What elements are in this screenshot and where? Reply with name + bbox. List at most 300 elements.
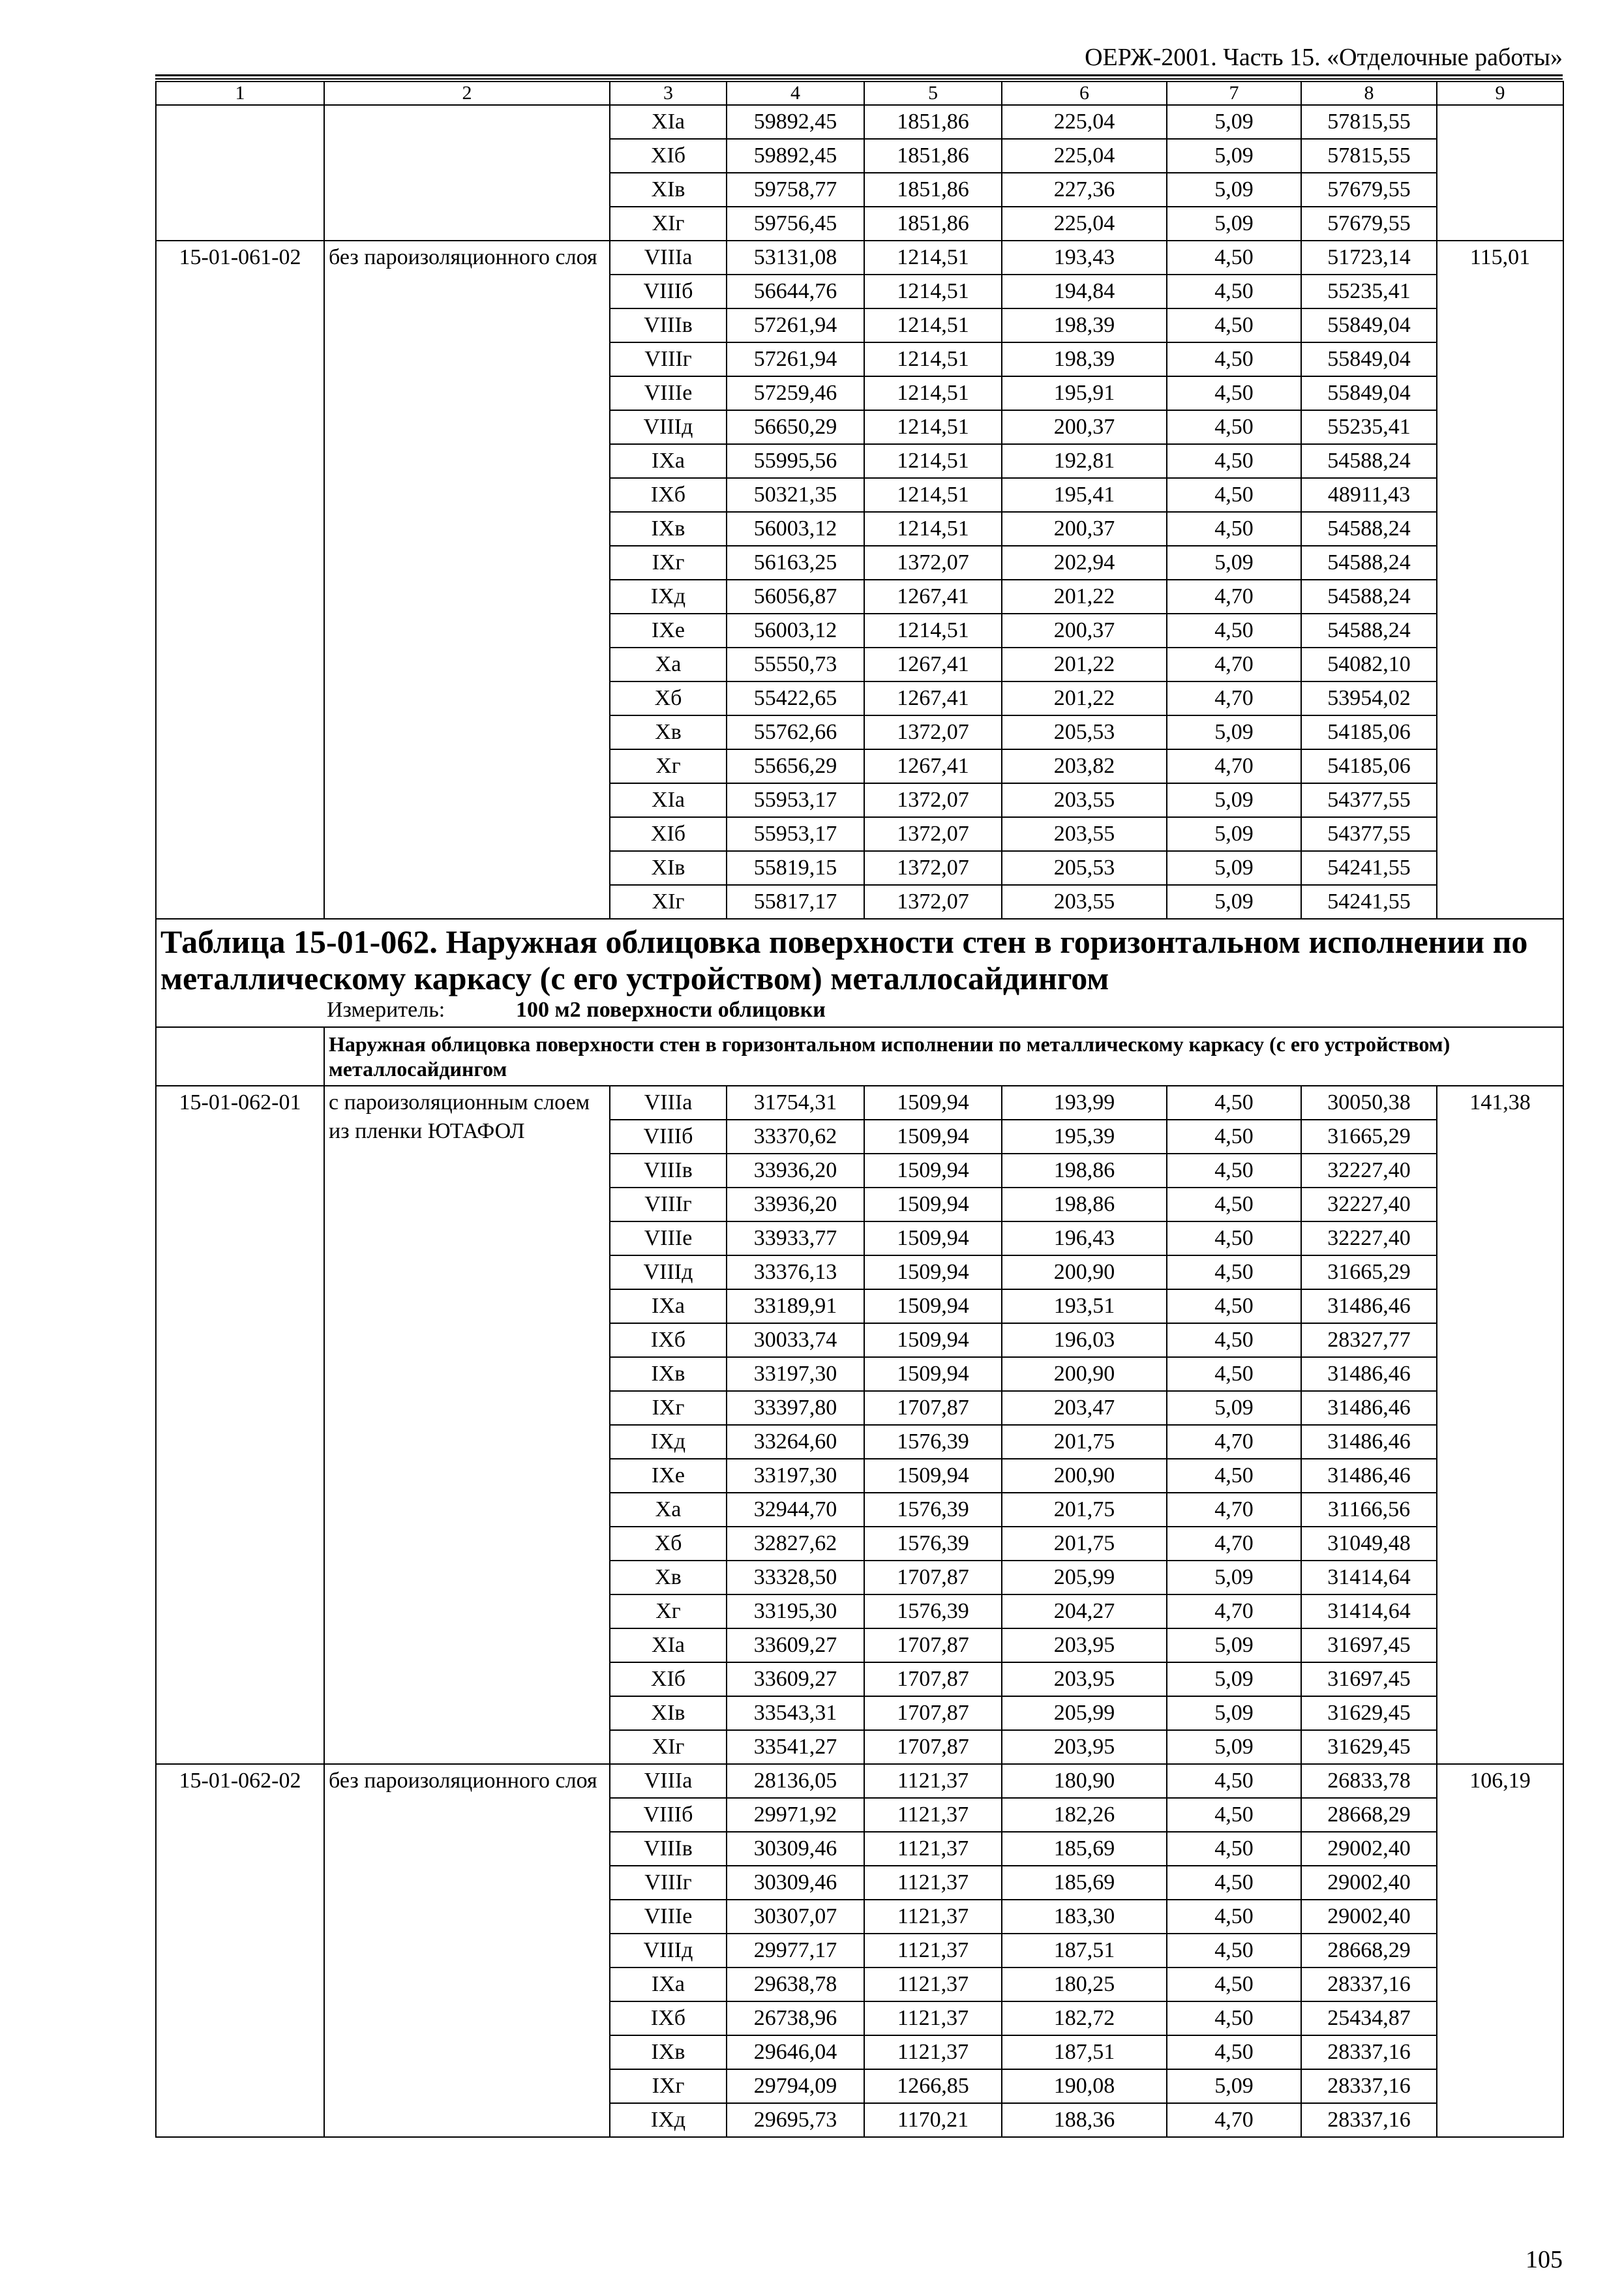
total-cost: 56056,87 [727, 580, 864, 614]
total-cost: 50321,35 [727, 478, 864, 512]
machine-cost: 205,99 [1002, 1696, 1167, 1730]
labor-cost: 1707,87 [864, 1696, 1002, 1730]
machine-cost: 201,75 [1002, 1527, 1167, 1561]
material-cost: 29002,40 [1301, 1900, 1437, 1934]
zone-code: IXе [610, 614, 727, 648]
rates-table [155, 81, 1564, 2138]
driver-cost: 4,70 [1167, 1594, 1301, 1628]
total-cost: 33376,13 [727, 1255, 864, 1289]
labor-cost: 1372,07 [864, 885, 1002, 919]
material-cost: 31665,29 [1301, 1255, 1437, 1289]
total-cost: 59756,45 [727, 207, 864, 241]
rate-code [156, 105, 324, 241]
driver-cost: 5,09 [1167, 173, 1301, 207]
labor-cost: 1121,37 [864, 2035, 1002, 2069]
labor-cost: 1267,41 [864, 681, 1002, 715]
labor-cost: 1214,51 [864, 241, 1002, 275]
machine-cost: 200,90 [1002, 1357, 1167, 1391]
total-cost: 33328,50 [727, 1561, 864, 1594]
rate-description: без пароизоляционного слоя [324, 241, 610, 919]
labor-cost: 1851,86 [864, 207, 1002, 241]
labor-cost: 1707,87 [864, 1561, 1002, 1594]
table-title-cell [156, 919, 1563, 1027]
measure-unit-line [160, 996, 1559, 1026]
material-cost: 48911,43 [1301, 478, 1437, 512]
labor-cost: 1214,51 [864, 478, 1002, 512]
driver-cost: 5,09 [1167, 817, 1301, 851]
zone-code: IXб [610, 2001, 727, 2035]
zone-code: XIв [610, 173, 727, 207]
machine-cost: 200,90 [1002, 1459, 1167, 1493]
zone-code: VIIIа [610, 241, 727, 275]
zone-code: IXб [610, 1323, 727, 1357]
total-cost: 59758,77 [727, 173, 864, 207]
labor-cost: 1509,94 [864, 1255, 1002, 1289]
zone-code: VIIIб [610, 1120, 727, 1154]
labor-cost: 1576,39 [864, 1493, 1002, 1527]
driver-cost: 4,70 [1167, 1425, 1301, 1459]
material-cost: 53954,02 [1301, 681, 1437, 715]
material-cost: 54241,55 [1301, 851, 1437, 885]
rate-description: без пароизоляционного слоя [324, 1764, 610, 2137]
material-cost: 29002,40 [1301, 1866, 1437, 1900]
driver-cost: 4,70 [1167, 749, 1301, 783]
machine-cost: 193,43 [1002, 241, 1167, 275]
material-cost: 28337,16 [1301, 1967, 1437, 2001]
column-number: 2 [324, 82, 610, 105]
total-cost: 31754,31 [727, 1086, 864, 1120]
labor-cost: 1372,07 [864, 546, 1002, 580]
total-cost: 30309,46 [727, 1866, 864, 1900]
rate-code: 15-01-062-01 [156, 1086, 324, 1764]
driver-cost: 5,09 [1167, 546, 1301, 580]
zone-code: XIб [610, 139, 727, 173]
labor-cost: 1372,07 [864, 783, 1002, 817]
material-cost: 54185,06 [1301, 749, 1437, 783]
machine-cost: 200,37 [1002, 512, 1167, 546]
machine-cost: 194,84 [1002, 275, 1167, 308]
labor-cost: 1214,51 [864, 444, 1002, 478]
driver-cost: 5,09 [1167, 885, 1301, 919]
table-row [156, 1086, 1563, 1120]
zone-code: VIIIг [610, 342, 727, 376]
driver-cost: 5,09 [1167, 1391, 1301, 1425]
measure-unit-value: 100 м2 поверхности облицовки [516, 998, 826, 1022]
machine-cost: 196,03 [1002, 1323, 1167, 1357]
machine-cost: 198,39 [1002, 342, 1167, 376]
material-cost: 31486,46 [1301, 1391, 1437, 1425]
zone-code: VIIIе [610, 1900, 727, 1934]
driver-cost: 4,70 [1167, 1493, 1301, 1527]
measure-unit-label: Измеритель: [327, 998, 445, 1022]
machine-cost: 195,91 [1002, 376, 1167, 410]
zone-code: Xа [610, 648, 727, 681]
driver-cost: 4,50 [1167, 1357, 1301, 1391]
labor-cost: 1576,39 [864, 1425, 1002, 1459]
rates-table-body [156, 82, 1563, 2137]
material-cost: 31665,29 [1301, 1120, 1437, 1154]
total-cost: 33195,30 [727, 1594, 864, 1628]
zone-code: IXа [610, 1289, 727, 1323]
labor-cost: 1576,39 [864, 1594, 1002, 1628]
machine-cost: 203,55 [1002, 817, 1167, 851]
zone-code: Xг [610, 1594, 727, 1628]
machine-cost: 225,04 [1002, 105, 1167, 139]
material-cost: 31486,46 [1301, 1357, 1437, 1391]
machine-cost: 203,95 [1002, 1662, 1167, 1696]
labor-cost: 1509,94 [864, 1289, 1002, 1323]
driver-cost: 4,50 [1167, 1188, 1301, 1221]
machine-cost: 203,47 [1002, 1391, 1167, 1425]
zone-code: Xа [610, 1493, 727, 1527]
total-cost: 30307,07 [727, 1900, 864, 1934]
driver-cost: 4,50 [1167, 2001, 1301, 2035]
zone-code: VIIIг [610, 1866, 727, 1900]
material-cost: 54082,10 [1301, 648, 1437, 681]
total-cost: 33189,91 [727, 1289, 864, 1323]
total-cost: 53131,08 [727, 241, 864, 275]
table-row [156, 241, 1563, 275]
driver-cost: 4,50 [1167, 1967, 1301, 2001]
machine-cost: 188,36 [1002, 2103, 1167, 2137]
zone-code: XIа [610, 1628, 727, 1662]
zone-code: VIIIе [610, 376, 727, 410]
machine-cost: 204,27 [1002, 1594, 1167, 1628]
zone-code: IXб [610, 478, 727, 512]
labor-cost: 1372,07 [864, 715, 1002, 749]
driver-cost: 5,09 [1167, 207, 1301, 241]
material-cost: 31414,64 [1301, 1594, 1437, 1628]
driver-cost: 4,50 [1167, 1221, 1301, 1255]
driver-cost: 5,09 [1167, 851, 1301, 885]
material-cost: 31166,56 [1301, 1493, 1437, 1527]
material-cost: 54241,55 [1301, 885, 1437, 919]
driver-cost: 4,50 [1167, 1120, 1301, 1154]
driver-cost: 4,70 [1167, 648, 1301, 681]
total-cost: 30309,46 [727, 1832, 864, 1866]
total-cost: 29977,17 [727, 1934, 864, 1967]
driver-cost: 4,50 [1167, 512, 1301, 546]
total-cost: 33933,77 [727, 1221, 864, 1255]
total-cost: 26738,96 [727, 2001, 864, 2035]
total-cost: 57261,94 [727, 308, 864, 342]
header-rule [155, 74, 1563, 76]
subtitle-spacer [156, 1027, 324, 1086]
driver-cost: 4,50 [1167, 308, 1301, 342]
zone-code: VIIIд [610, 1255, 727, 1289]
column-number: 8 [1301, 82, 1437, 105]
driver-cost: 4,50 [1167, 1934, 1301, 1967]
machine-cost: 180,90 [1002, 1764, 1167, 1798]
labor-cost: 1509,94 [864, 1323, 1002, 1357]
zone-code: IXг [610, 2069, 727, 2103]
labor-cost: 1707,87 [864, 1662, 1002, 1696]
material-cost: 57815,55 [1301, 105, 1437, 139]
machine-cost: 193,99 [1002, 1086, 1167, 1120]
total-cost: 55656,29 [727, 749, 864, 783]
table-subtitle: Наружная облицовка поверхности стен в горизонтальном исполнении по металлическому каркасу (с его устройством) металлосайдингом [324, 1027, 1563, 1086]
total-cost: 55953,17 [727, 783, 864, 817]
machine-cost: 205,53 [1002, 715, 1167, 749]
machine-cost: 201,75 [1002, 1425, 1167, 1459]
zone-code: Xв [610, 1561, 727, 1594]
driver-cost: 4,50 [1167, 410, 1301, 444]
total-cost: 57261,94 [727, 342, 864, 376]
labor-cost: 1509,94 [864, 1357, 1002, 1391]
labor-cost: 1121,37 [864, 1967, 1002, 2001]
machine-cost: 201,22 [1002, 580, 1167, 614]
material-cost: 32227,40 [1301, 1221, 1437, 1255]
zone-code: XIв [610, 1696, 727, 1730]
material-cost: 28668,29 [1301, 1934, 1437, 1967]
total-cost: 30033,74 [727, 1323, 864, 1357]
total-cost: 57259,46 [727, 376, 864, 410]
total-cost: 55819,15 [727, 851, 864, 885]
machine-cost: 190,08 [1002, 2069, 1167, 2103]
machine-cost: 203,55 [1002, 885, 1167, 919]
zone-code: XIг [610, 207, 727, 241]
material-cost: 31697,45 [1301, 1628, 1437, 1662]
material-cost: 54588,24 [1301, 546, 1437, 580]
material-cost: 55849,04 [1301, 342, 1437, 376]
material-cost: 54377,55 [1301, 817, 1437, 851]
material-cost: 31486,46 [1301, 1289, 1437, 1323]
machine-cost: 195,41 [1002, 478, 1167, 512]
machine-cost: 201,22 [1002, 681, 1167, 715]
labor-cost: 1267,41 [864, 580, 1002, 614]
total-cost: 55995,56 [727, 444, 864, 478]
header-rule-double [155, 78, 1563, 80]
zone-code: XIг [610, 885, 727, 919]
labor-cost: 1509,94 [864, 1188, 1002, 1221]
driver-cost: 4,50 [1167, 2035, 1301, 2069]
machine-cost: 183,30 [1002, 1900, 1167, 1934]
labor-cost: 1372,07 [864, 851, 1002, 885]
machine-cost: 198,86 [1002, 1154, 1167, 1188]
total-cost: 33936,20 [727, 1188, 864, 1221]
material-cost: 54588,24 [1301, 614, 1437, 648]
material-cost: 51723,14 [1301, 241, 1437, 275]
total-cost: 33264,60 [727, 1425, 864, 1459]
driver-cost: 4,50 [1167, 614, 1301, 648]
total-cost: 33197,30 [727, 1357, 864, 1391]
total-cost: 29638,78 [727, 1967, 864, 2001]
labor-cost: 1214,51 [864, 376, 1002, 410]
total-cost: 29971,92 [727, 1798, 864, 1832]
total-cost: 56650,29 [727, 410, 864, 444]
material-cost: 55235,41 [1301, 275, 1437, 308]
labor-cost: 1267,41 [864, 749, 1002, 783]
material-cost: 54588,24 [1301, 444, 1437, 478]
driver-cost: 5,09 [1167, 783, 1301, 817]
zone-code: IXв [610, 512, 727, 546]
labor-cost: 1509,94 [864, 1459, 1002, 1493]
labor-cost: 1214,51 [864, 410, 1002, 444]
driver-cost: 4,50 [1167, 444, 1301, 478]
material-cost: 57679,55 [1301, 207, 1437, 241]
total-cost: 32827,62 [727, 1527, 864, 1561]
total-cost: 59892,45 [727, 139, 864, 173]
driver-cost: 4,50 [1167, 376, 1301, 410]
driver-cost: 5,09 [1167, 139, 1301, 173]
material-cost: 28668,29 [1301, 1798, 1437, 1832]
machine-cost: 225,04 [1002, 139, 1167, 173]
column-number: 3 [610, 82, 727, 105]
driver-cost: 5,09 [1167, 715, 1301, 749]
driver-cost: 5,09 [1167, 1662, 1301, 1696]
rate-description: с пароизоляционным слоем из пленки ЮТАФОЛ [324, 1086, 610, 1764]
zone-code: XIб [610, 817, 727, 851]
driver-cost: 4,50 [1167, 478, 1301, 512]
machine-cost: 198,86 [1002, 1188, 1167, 1221]
zone-code: IXд [610, 580, 727, 614]
machine-cost: 200,37 [1002, 410, 1167, 444]
labor-cost: 1121,37 [864, 1934, 1002, 1967]
page-number: 105 [1526, 2246, 1563, 2273]
total-cost: 56003,12 [727, 614, 864, 648]
labor-cost: 1707,87 [864, 1628, 1002, 1662]
machine-cost: 196,43 [1002, 1221, 1167, 1255]
zone-code: VIIIа [610, 1086, 727, 1120]
labor-cost: 1214,51 [864, 614, 1002, 648]
material-cost: 30050,38 [1301, 1086, 1437, 1120]
zone-code: VIIIб [610, 275, 727, 308]
machine-cost: 201,75 [1002, 1493, 1167, 1527]
driver-cost: 5,09 [1167, 1730, 1301, 1764]
labor-cost: 1851,86 [864, 139, 1002, 173]
material-cost: 28327,77 [1301, 1323, 1437, 1357]
driver-cost: 4,70 [1167, 580, 1301, 614]
labor-cost: 1121,37 [864, 1764, 1002, 1798]
zone-code: VIIIб [610, 1798, 727, 1832]
zone-code: IXд [610, 2103, 727, 2137]
total-cost: 29646,04 [727, 2035, 864, 2069]
labor-hours: 106,19 [1437, 1764, 1563, 2137]
machine-cost: 193,51 [1002, 1289, 1167, 1323]
column-number: 5 [864, 82, 1002, 105]
table-subtitle-row [156, 1027, 1563, 1086]
rate-code: 15-01-061-02 [156, 241, 324, 919]
driver-cost: 4,50 [1167, 1323, 1301, 1357]
total-cost: 56003,12 [727, 512, 864, 546]
table-title: Таблица 15-01-062. Наружная облицовка поверхности стен в горизонтальном исполнении по металлическому каркасу (с его устройством) металлосайдингом [160, 923, 1528, 996]
labor-cost: 1214,51 [864, 308, 1002, 342]
driver-cost: 4,50 [1167, 1289, 1301, 1323]
total-cost: 56644,76 [727, 275, 864, 308]
material-cost: 57815,55 [1301, 139, 1437, 173]
driver-cost: 4,50 [1167, 1832, 1301, 1866]
zone-code: IXа [610, 1967, 727, 2001]
machine-cost: 203,55 [1002, 783, 1167, 817]
labor-cost: 1509,94 [864, 1154, 1002, 1188]
labor-hours [1437, 105, 1563, 241]
labor-cost: 1509,94 [864, 1120, 1002, 1154]
driver-cost: 4,50 [1167, 1154, 1301, 1188]
material-cost: 31629,45 [1301, 1696, 1437, 1730]
material-cost: 55235,41 [1301, 410, 1437, 444]
driver-cost: 4,50 [1167, 342, 1301, 376]
total-cost: 59892,45 [727, 105, 864, 139]
total-cost: 29695,73 [727, 2103, 864, 2137]
material-cost: 54377,55 [1301, 783, 1437, 817]
driver-cost: 4,70 [1167, 2103, 1301, 2137]
column-number: 4 [727, 82, 864, 105]
zone-code: VIIIа [610, 1764, 727, 1798]
total-cost: 33609,27 [727, 1628, 864, 1662]
zone-code: IXе [610, 1459, 727, 1493]
machine-cost: 187,51 [1002, 1934, 1167, 1967]
machine-cost: 187,51 [1002, 2035, 1167, 2069]
labor-cost: 1576,39 [864, 1527, 1002, 1561]
machine-cost: 195,39 [1002, 1120, 1167, 1154]
material-cost: 55849,04 [1301, 308, 1437, 342]
zone-code: IXг [610, 546, 727, 580]
machine-cost: 205,53 [1002, 851, 1167, 885]
zone-code: XIг [610, 1730, 727, 1764]
zone-code: Xг [610, 749, 727, 783]
zone-code: XIв [610, 851, 727, 885]
labor-cost: 1851,86 [864, 105, 1002, 139]
total-cost: 55817,17 [727, 885, 864, 919]
labor-cost: 1121,37 [864, 1798, 1002, 1832]
labor-cost: 1170,21 [864, 2103, 1002, 2137]
labor-cost: 1707,87 [864, 1391, 1002, 1425]
zone-code: IXа [610, 444, 727, 478]
material-cost: 32227,40 [1301, 1188, 1437, 1221]
machine-cost: 205,99 [1002, 1561, 1167, 1594]
labor-cost: 1509,94 [864, 1221, 1002, 1255]
labor-hours: 115,01 [1437, 241, 1563, 919]
total-cost: 56163,25 [727, 546, 864, 580]
labor-cost: 1121,37 [864, 2001, 1002, 2035]
driver-cost: 4,50 [1167, 1764, 1301, 1798]
material-cost: 31486,46 [1301, 1459, 1437, 1493]
zone-code: VIIIв [610, 1154, 727, 1188]
labor-cost: 1121,37 [864, 1900, 1002, 1934]
total-cost: 29794,09 [727, 2069, 864, 2103]
driver-cost: 5,09 [1167, 2069, 1301, 2103]
machine-cost: 203,95 [1002, 1730, 1167, 1764]
zone-code: VIIIд [610, 1934, 727, 1967]
machine-cost: 182,72 [1002, 2001, 1167, 2035]
zone-code: VIIIд [610, 410, 727, 444]
table-row [156, 1764, 1563, 1798]
material-cost: 54588,24 [1301, 512, 1437, 546]
labor-cost: 1707,87 [864, 1730, 1002, 1764]
zone-code: IXв [610, 2035, 727, 2069]
driver-cost: 5,09 [1167, 105, 1301, 139]
labor-cost: 1851,86 [864, 173, 1002, 207]
labor-cost: 1372,07 [864, 817, 1002, 851]
zone-code: Xб [610, 1527, 727, 1561]
total-cost: 55422,65 [727, 681, 864, 715]
machine-cost: 203,82 [1002, 749, 1167, 783]
driver-cost: 4,50 [1167, 275, 1301, 308]
zone-code: VIIIе [610, 1221, 727, 1255]
material-cost: 25434,87 [1301, 2001, 1437, 2035]
labor-hours: 141,38 [1437, 1086, 1563, 1764]
material-cost: 54588,24 [1301, 580, 1437, 614]
machine-cost: 185,69 [1002, 1832, 1167, 1866]
machine-cost: 202,94 [1002, 546, 1167, 580]
zone-code: IXв [610, 1357, 727, 1391]
material-cost: 28337,16 [1301, 2035, 1437, 2069]
document-header: ОЕРЖ-2001. Часть 15. «Отделочные работы» [1085, 44, 1563, 71]
material-cost: 26833,78 [1301, 1764, 1437, 1798]
machine-cost: 203,95 [1002, 1628, 1167, 1662]
driver-cost: 4,50 [1167, 1900, 1301, 1934]
column-number-row [156, 82, 1563, 105]
